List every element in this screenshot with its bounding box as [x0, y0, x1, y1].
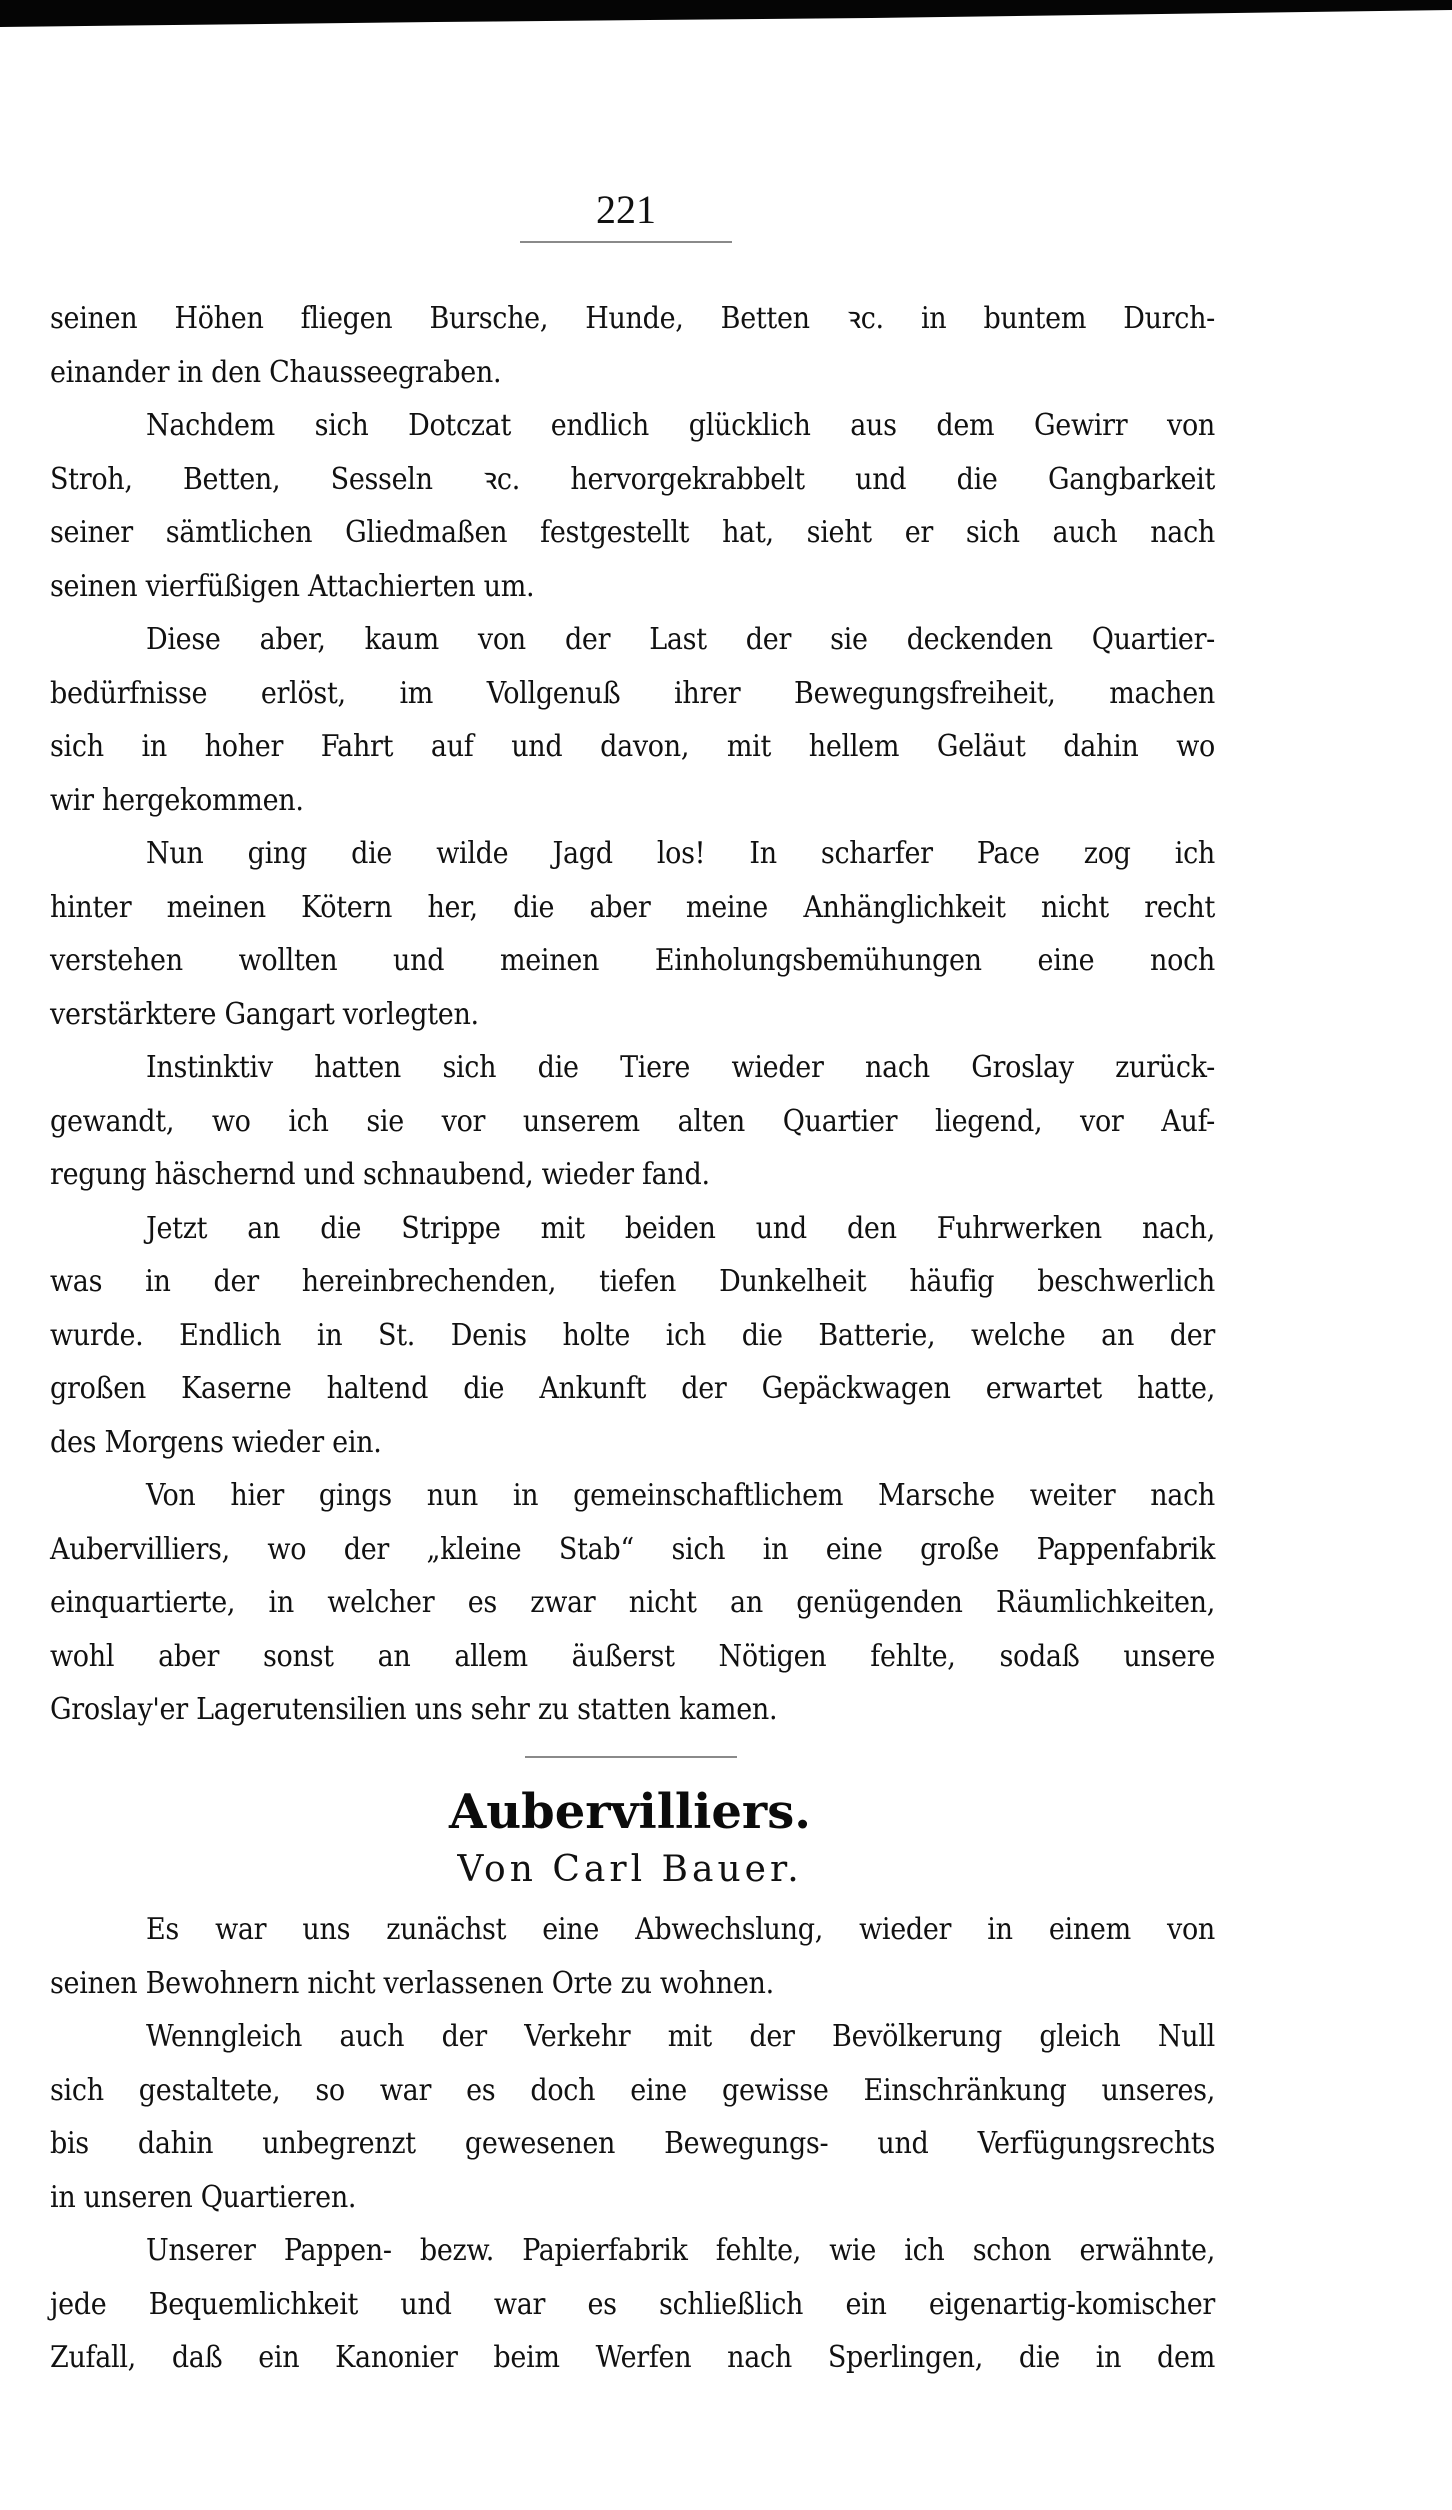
- text-line: wohl aber sonst an allem äußerst Nötigen fehlte, sodaß unsere: [50, 1638, 1215, 1674]
- text-line: bis dahin unbegrenzt gewesenen Bewegungs- und Verfügungsrechts: [50, 2126, 1215, 2161]
- text-line: Groslay'er Lagerutensilien uns sehr zu statten kamen.: [50, 1692, 778, 1727]
- text-line: Unserer Pappen- bezw. Papierfabrik fehlte, wie ich schon erwähnte,: [146, 2233, 1215, 2268]
- text-line: des Morgens wieder ein.: [50, 1424, 382, 1460]
- text-line: jede Bequemlichkeit und war es schließlich ein eigenartig-komischer: [50, 2286, 1215, 2322]
- text-line: Stroh, Betten, Sesseln ꝛc. hervorgekrabbelt und die Gangbarkeit: [50, 461, 1215, 497]
- text-line: seinen vierfüßigen Attachierten um.: [50, 568, 535, 604]
- text-line: Nun ging die wilde Jagd los! In scharfer Pace zog ich: [146, 836, 1215, 871]
- text-line: hinter meinen Kötern her, die aber meine Anhänglichkeit nicht recht: [50, 889, 1215, 925]
- text-line: seiner sämtlichen Gliedmaßen festgestellt hat, sieht er sich auch nach: [50, 515, 1215, 550]
- text-line: regung häschernd und schnaubend, wieder fand.: [50, 1157, 710, 1192]
- text-line: wurde. Endlich in St. Denis holte ich die Batterie, welche an der: [50, 1317, 1215, 1353]
- text-line: wir hergekommen.: [50, 782, 304, 818]
- section-one-text: [50, 292, 1215, 1737]
- text-line: Aubervilliers, wo der „kleine Stab“ sich in eine große Pappenfabrik: [50, 1531, 1215, 1567]
- text-line: einquartierte, in welcher es zwar nicht an genügenden Räumlichkeiten,: [50, 1585, 1215, 1620]
- text-line: Von hier gings nun in gemeinschaftlichem Marsche weiter nach: [146, 1478, 1215, 1513]
- text-line: Es war uns zunächst eine Abwechslung, wieder in einem von: [146, 1912, 1215, 1947]
- text-line: bedürfnisse erlöst, im Vollgenuß ihrer Bewegungsfreiheit, machen: [50, 675, 1215, 711]
- text-line: Instinktiv hatten sich die Tiere wieder nach Groslay zurück-: [146, 1050, 1215, 1085]
- text-line: gewandt, wo ich sie vor unserem alten Quartier liegend, vor Auf-: [50, 1103, 1215, 1139]
- header-rule: [520, 241, 732, 243]
- section-two-text: [50, 1903, 1215, 2385]
- text-line: Wenngleich auch der Verkehr mit der Bevölkerung gleich Null: [146, 2019, 1215, 2054]
- text-line: Diese aber, kaum von der Last der sie deckenden Quartier-: [146, 622, 1215, 657]
- scan-edge-shadow: [0, 0, 1452, 30]
- text-line: einander in den Chausseegraben.: [50, 354, 502, 390]
- text-line: sich in hoher Fahrt auf und davon, mit hellem Geläut dahin wo: [50, 729, 1215, 764]
- text-line: seinen Höhen fliegen Bursche, Hunde, Betten ꝛc. in buntem Durch-: [50, 301, 1215, 336]
- section-divider: [525, 1756, 737, 1758]
- text-line: sich gestaltete, so war es doch eine gewisse Einschränkung unseres,: [50, 2072, 1215, 2108]
- text-line: was in der hereinbrechenden, tiefen Dunkelheit häufig beschwerlich: [50, 1264, 1215, 1299]
- text-line: Zufall, daß ein Kanonier beim Werfen nach Sperlingen, die in dem: [50, 2340, 1215, 2375]
- page-number: 221: [596, 187, 656, 232]
- text-line: Jetzt an die Strippe mit beiden und den Fuhrwerken nach,: [146, 1210, 1215, 1246]
- text-line: Nachdem sich Dotczat endlich glücklich aus dem Gewirr von: [146, 408, 1215, 443]
- text-line: in unseren Quartieren.: [50, 2179, 357, 2215]
- text-line: seinen Bewohnern nicht verlassenen Orte zu wohnen.: [50, 1965, 774, 2001]
- text-line: verstärktere Gangart vorlegten.: [50, 996, 479, 1032]
- chapter-byline: Von Carl Bauer.: [457, 1849, 803, 1890]
- text-line: großen Kaserne haltend die Ankunft der Gepäckwagen erwartet hatte,: [50, 1371, 1215, 1406]
- chapter-title: Aubervilliers.: [449, 1784, 811, 1840]
- text-line: verstehen wollten und meinen Einholungsbemühungen eine noch: [50, 943, 1215, 978]
